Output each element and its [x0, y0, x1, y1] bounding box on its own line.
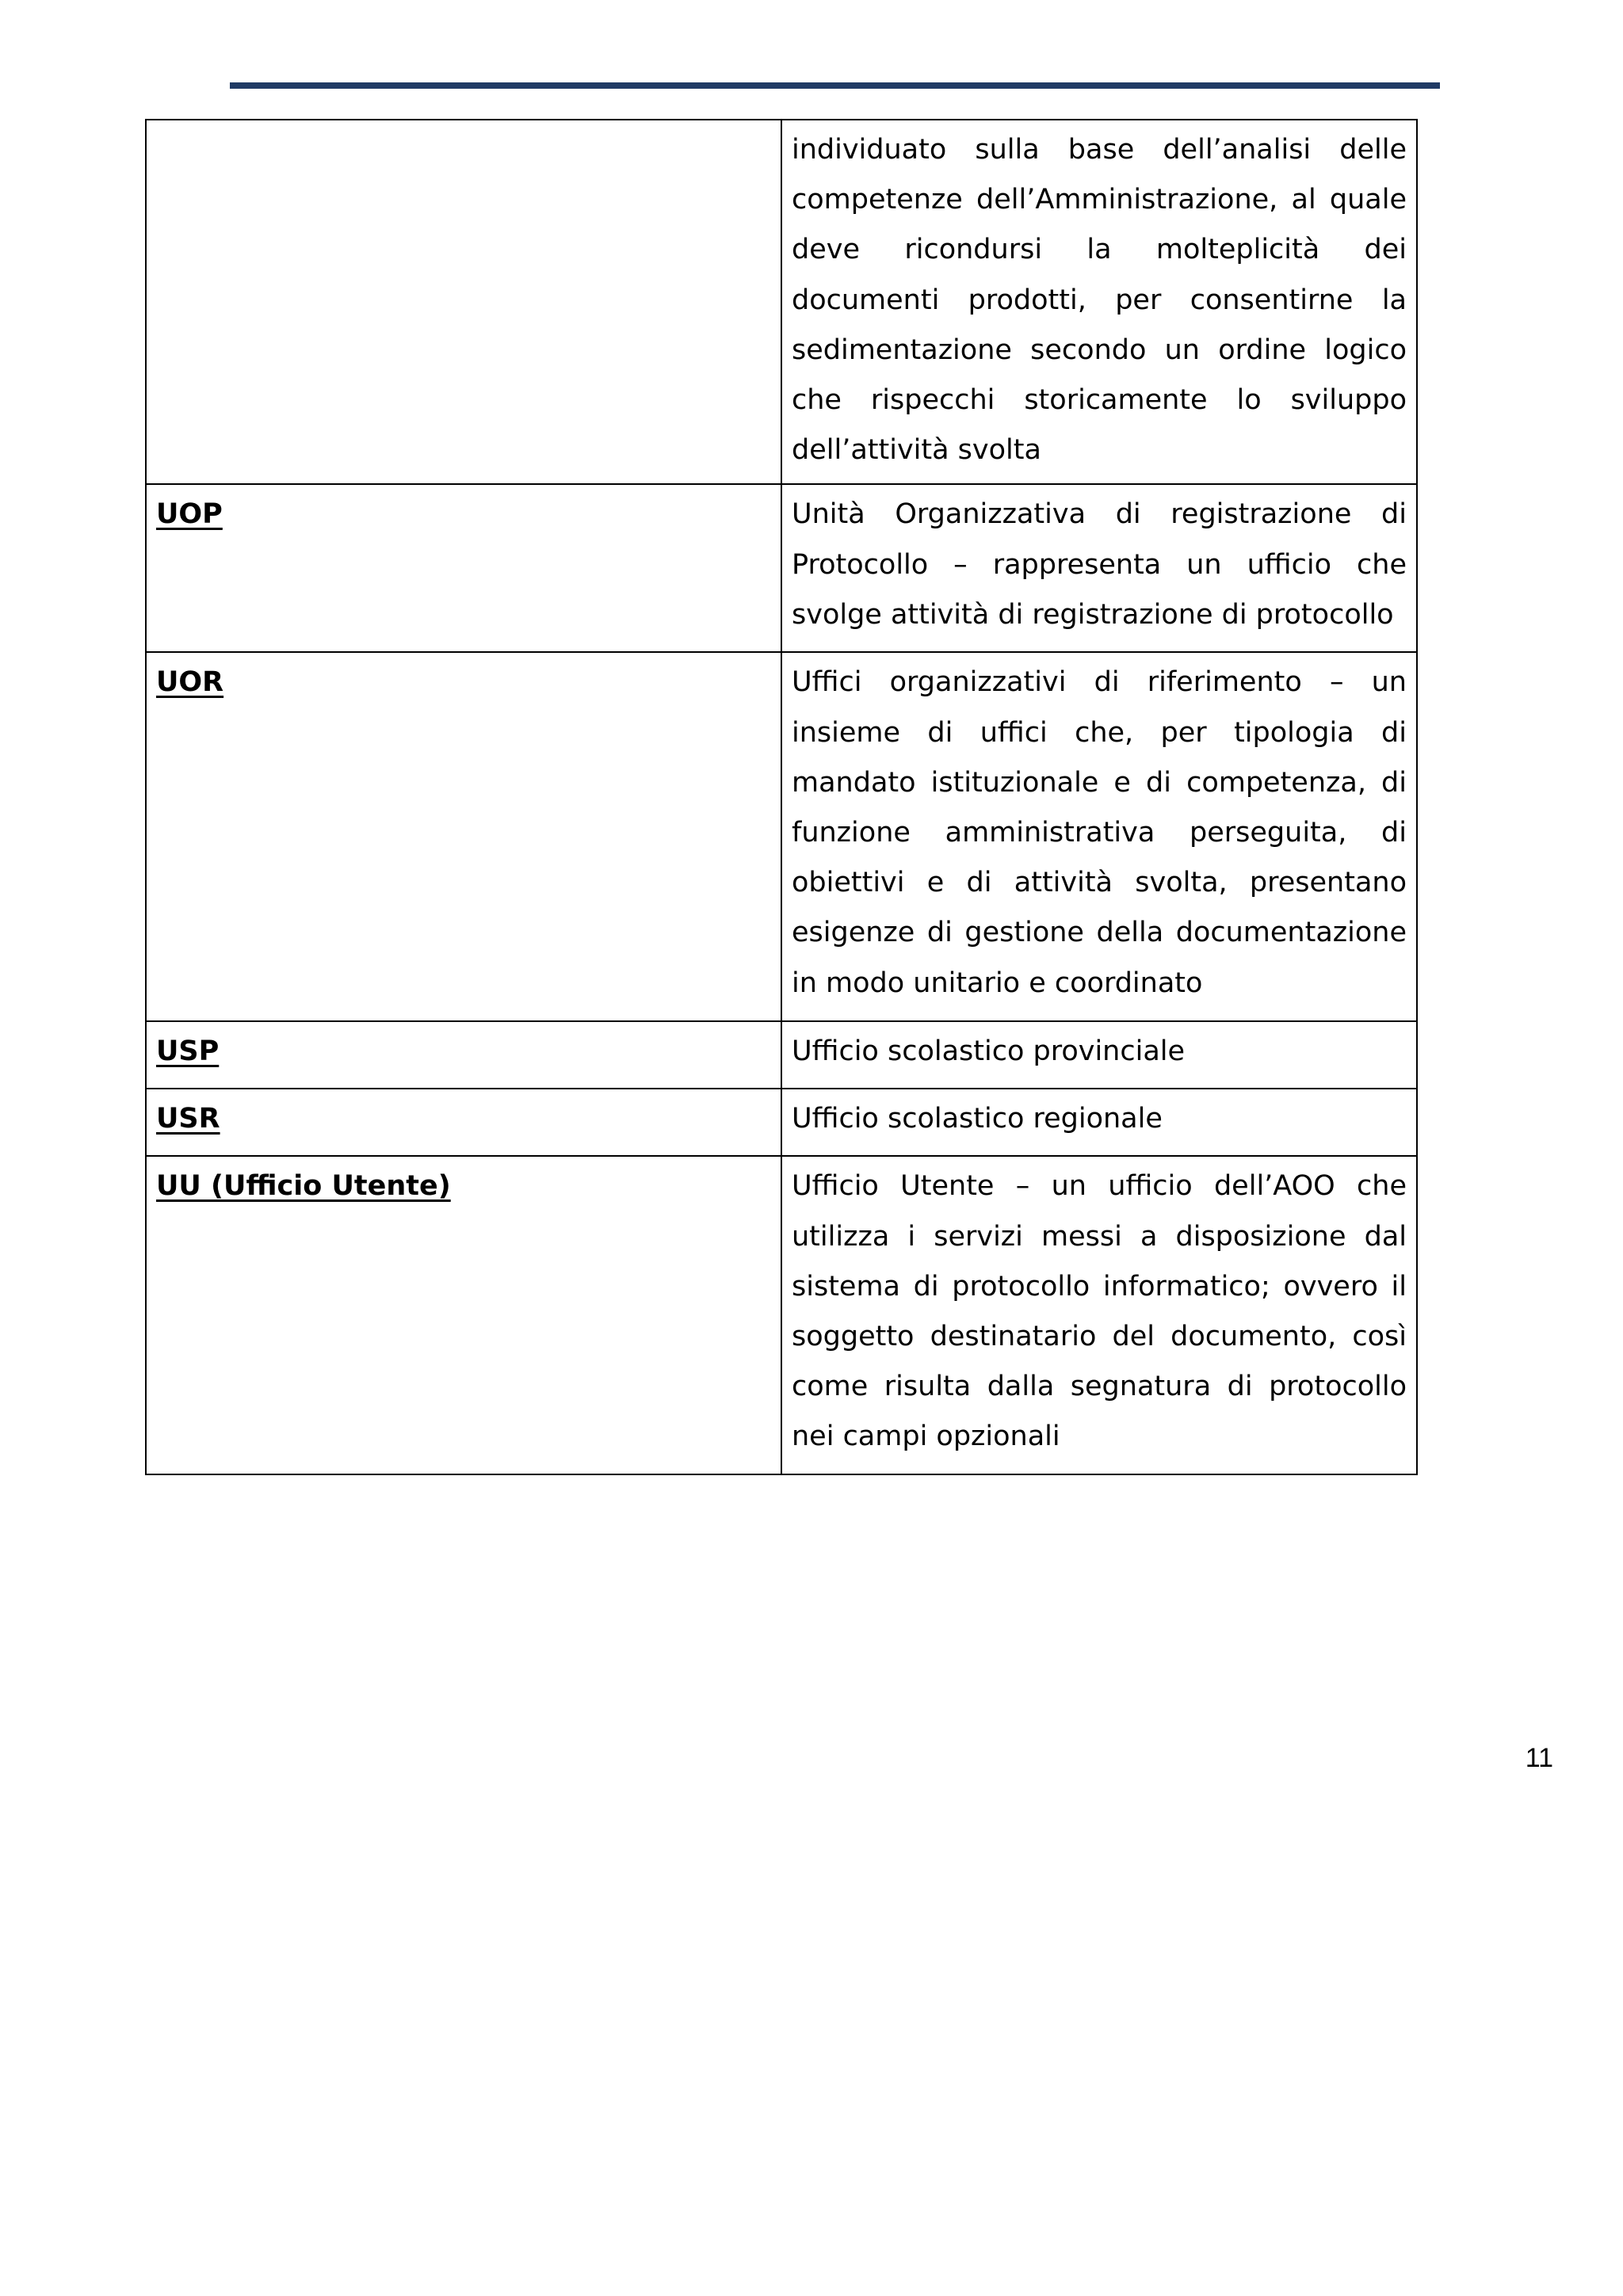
- term-label: UU (Ufficio Utente): [156, 1170, 451, 1203]
- table-row: [146, 1089, 1417, 1156]
- term-cell: [146, 1089, 781, 1156]
- table-row: [146, 652, 1417, 1021]
- definition-cell: Unità Organizzativa di registrazione di Protocollo – rappresenta un ufficio che svolge attività di registrazione di protocollo: [781, 484, 1417, 652]
- term-cell: [146, 1156, 781, 1474]
- term-cell: [146, 484, 781, 652]
- definition-cell: Ufficio Utente – un ufficio dell’AOO che utilizza i servizi messi a disposizione dal sistema di protocollo informatico; ovvero il soggetto destinatario del documento, così come risulta dalla segnatura di protocollo nei campi opzionali: [781, 1156, 1417, 1474]
- table-row: [146, 484, 1417, 652]
- page-number: 11: [1525, 1743, 1553, 1773]
- table-row: [146, 1156, 1417, 1474]
- term-label: USP: [156, 1035, 220, 1068]
- table-row: [146, 120, 1417, 484]
- definition-cell: individuato sulla base dell’analisi delle competenze dell’Amministrazione, al quale deve ricondursi la molteplicità dei documenti prodotti, per consentirne la sedimentazione secondo un ordine logico che rispecchi storicamente lo sviluppo dell’attività svolta: [781, 120, 1417, 484]
- term-cell: [146, 120, 781, 484]
- term-cell: [146, 652, 781, 1021]
- term-label: USR: [156, 1103, 220, 1135]
- definition-cell: Uffici organizzativi di riferimento – un insieme di uffici che, per tipologia di mandato istituzionale e di competenza, di funzione amministrativa perseguita, di obiettivi e di attività svolta, presentano esigenze di gestione della documentazione in modo unitario e coordinato: [781, 652, 1417, 1021]
- term-label: UOP: [156, 498, 223, 531]
- header-rule: [230, 82, 1440, 89]
- glossary-table: [145, 119, 1418, 1475]
- table-row: [146, 1021, 1417, 1089]
- term-cell: [146, 1021, 781, 1089]
- definition-cell: Ufficio scolastico provinciale: [781, 1021, 1417, 1089]
- term-label: UOR: [156, 666, 224, 699]
- definition-cell: Ufficio scolastico regionale: [781, 1089, 1417, 1156]
